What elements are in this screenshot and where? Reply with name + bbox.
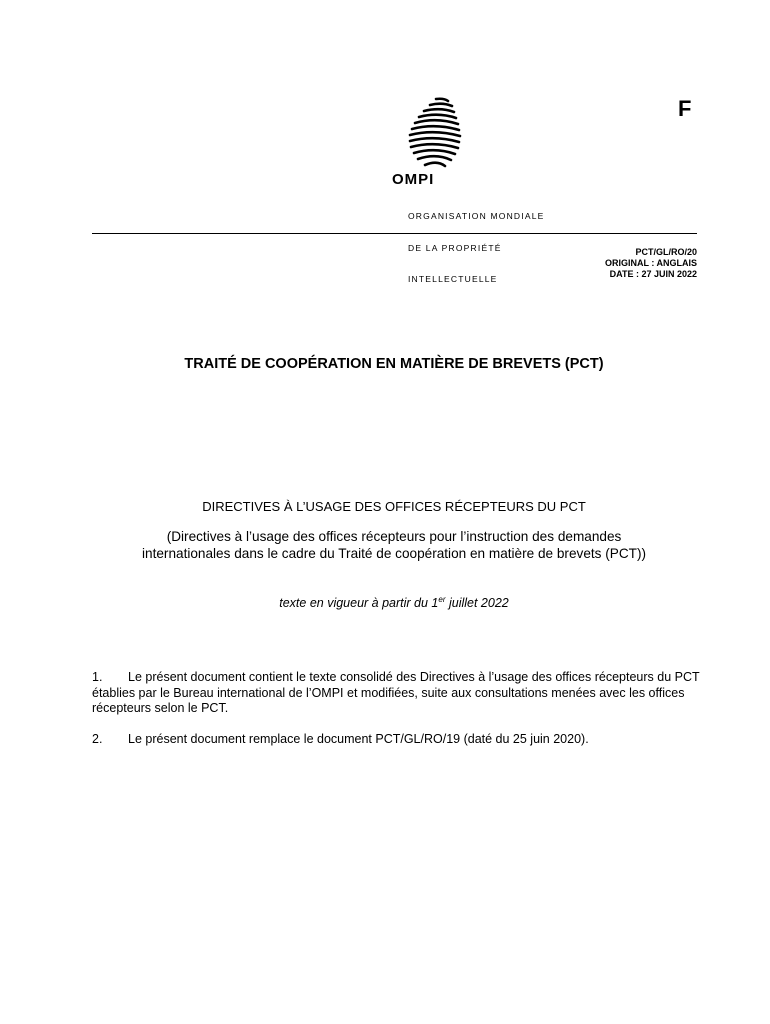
- logo-org-line: ORGANISATION MONDIALE: [408, 211, 545, 221]
- header-divider: [92, 233, 697, 234]
- document-description: [0, 528, 770, 562]
- paragraph-2: [92, 732, 702, 748]
- logo-org-line: DE LA PROPRIÉTÉ: [408, 242, 502, 253]
- wipo-logo: [390, 96, 570, 284]
- description-line: internationales dans le cadre du Traité de coopération en matière de brevets (PCT)): [142, 546, 646, 561]
- paragraph-1: [92, 670, 702, 717]
- document-date: DATE : 27 JUIN 2022: [609, 269, 697, 279]
- paragraph-text: Le présent document contient le texte consolidé des Directives à l’usage des offices récepteurs du PCT établies par le Bureau international de l’OMPI et modifiées, suite aux consultations menées avec les offices récepteurs selon le PCT.: [92, 670, 700, 715]
- logo-org-line: INTELLECTUELLE: [408, 274, 498, 284]
- page-title: TRAITÉ DE COOPÉRATION EN MATIÈRE DE BREVETS (PCT): [184, 356, 604, 372]
- document-subtitle: DIRECTIVES À L’USAGE DES OFFICES RÉCEPTEURS DU PCT: [202, 499, 586, 514]
- paragraph-text: Le présent document remplace le document PCT/GL/RO/19 (daté du 25 juin 2020).: [128, 732, 589, 746]
- effective-date-text: texte en vigueur à partir du 1: [279, 596, 439, 610]
- document-original-language: ORIGINAL : ANGLAIS: [605, 258, 697, 268]
- language-code: F: [678, 96, 692, 121]
- description-line: (Directives à l’usage des offices récepteurs pour l’instruction des demandes: [166, 529, 622, 544]
- effective-date-superscript: er: [438, 595, 446, 604]
- document-metadata: [605, 247, 697, 280]
- effective-date-text-end: juillet 2022: [445, 596, 509, 610]
- effective-date-note: [0, 595, 770, 611]
- paragraph-number: 2.: [92, 732, 103, 746]
- document-reference: PCT/GL/RO/20: [635, 247, 697, 257]
- wipo-globe-stripes-icon: [404, 96, 466, 170]
- logo-acronym: OMPI: [392, 171, 435, 188]
- logo-organization-name: [408, 190, 545, 306]
- paragraph-number: 1.: [92, 670, 103, 684]
